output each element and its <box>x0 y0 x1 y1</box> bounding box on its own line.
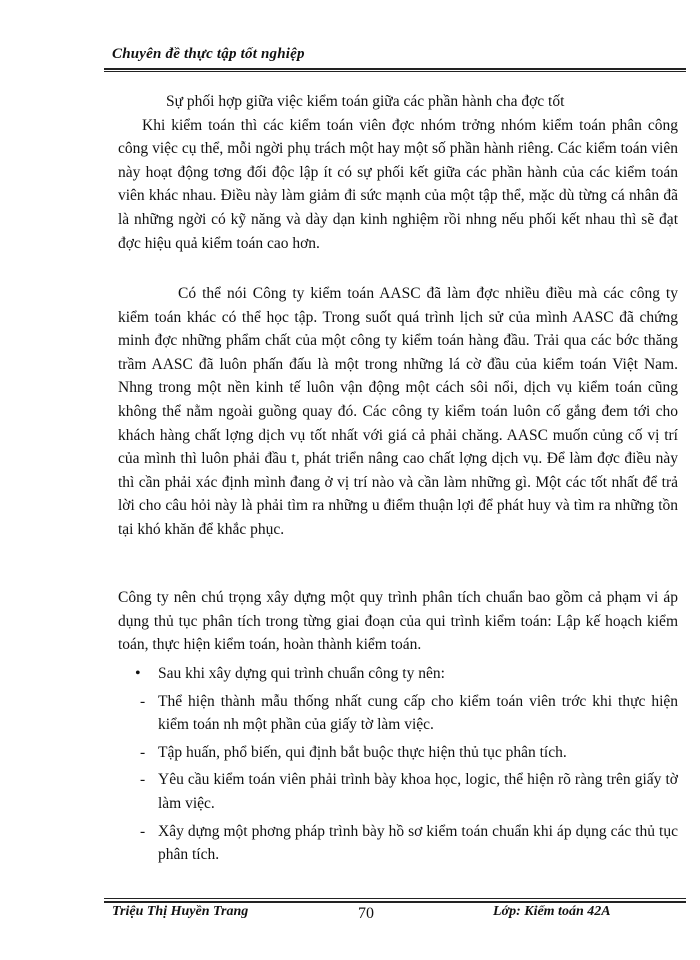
bullet-icon: • <box>135 665 141 682</box>
list-item-text: Xây dựng một phơng pháp trình bày hồ sơ kiểm toán chuẩn khi áp dụng các thủ tục phân tích. <box>158 822 678 864</box>
list-item <box>118 741 678 765</box>
list-item <box>118 662 678 686</box>
paragraph-3-body: Công ty nên chú trọng xây dựng một quy trình phân tích chuẩn bao gồm cả phạm vi áp dụng thủ tục phân tích trong từng giai đoạn của qui trình kiểm toán: Lập kế hoạch kiểm toán, thực hiện kiểm toán, hoàn thành kiểm toán. <box>118 589 678 654</box>
list-item-text: Tập huấn, phổ biến, qui định bắt buộc thực hiện thủ tục phân tích. <box>158 743 567 761</box>
footer-rule-thick <box>104 901 686 903</box>
header-rule <box>104 68 686 70</box>
paragraph-2-body: Có thể nói Công ty kiểm toán AASC đã làm đợc nhiều điều mà các công ty kiểm toán khác có thể học tập. Trong suốt quá trình lịch sử của mình AASC đã chứng minh đợc những phẩm chất của một công ty kiểm toán hàng đầu. Trải qua các bớc thăng trầm AASC đã luôn phấn đấu là một trong những lá cờ đầu của kiểm toán Việt Nam. Nhng trong một nền kinh tế luôn vận động một cách sôi nổi, dịch vụ kiểm toán cũng không thể nằm ngoài guồng quay đó. Các công ty kiểm toán luôn cố gắng đem tới cho khách hàng chất lợng dịch vụ tốt nhất với giá cả phải chăng. AASC muốn củng cố vị trí của mình thì luôn phải đầu t, phát triển nâng cao chất lợng dịch vụ. Để làm đợc điều này thì cần phải xác định mình đang ở vị trí nào và cần làm những gì. Một các tốt nhất để trả lời cho câu hỏi này là phải tìm ra những u điểm thuận lợi để phát huy và tìm ra những tồn tại khó khăn để khắc phục. <box>118 285 678 538</box>
page-number: 70 <box>358 905 374 922</box>
footer-class: Lớp: Kiểm toán 42A <box>493 904 611 919</box>
list-item <box>118 820 678 867</box>
paragraph-2 <box>118 282 678 542</box>
list-item-text: Yêu cầu kiểm toán viên phải trình bày khoa học, logic, thể hiện rõ ràng trên giấy tờ làm việc. <box>158 771 678 812</box>
dash-marker: - <box>140 822 146 840</box>
footer-author: Triệu Thị Huyền Trang <box>112 904 249 919</box>
dash-marker: - <box>140 771 146 789</box>
header-title: Chuyên đề thực tập tốt nghiệp <box>112 46 305 62</box>
list-item <box>118 690 678 737</box>
paragraph-1-body: Khi kiểm toán thì các kiểm toán viên đợc nhóm trởng nhóm kiểm toán phân công công việc cụ thể, mỗi ngời phụ trách một hay một số phần hành riêng. Các kiểm toán viên này hoạt động tơng đối độc lập ít có sự phối kết giữa các phần hành của các kiểm toán viên khác nhau. Điều này làm giảm đi sức mạnh của một tập thể, mặc dù từng cá nhân đã là những ngời có kỹ năng và dày dạn kinh nghiệm rồi nhng nếu phối kết nhau thì sẽ đạt đợc hiệu quả kiểm toán cao hơn. <box>118 116 678 252</box>
footer-rule <box>104 898 686 899</box>
recommendation-list <box>118 662 678 871</box>
paragraph-3 <box>118 586 678 657</box>
list-item-text: Sau khi xây dựng qui trình chuẩn công ty nên: <box>158 665 445 682</box>
list-item-text: Thể hiện thành mẫu thống nhất cung cấp cho kiểm toán viên trớc khi thực hiện kiểm toán nh một phần của giấy tờ làm việc. <box>158 692 678 734</box>
dash-marker: - <box>140 692 146 710</box>
header-rule-thin <box>104 71 686 72</box>
list-item <box>118 768 678 815</box>
paragraph-1-heading: Sự phối hợp giữa việc kiểm toán giữa các phần hành cha đợc tốt <box>166 93 565 110</box>
paragraph-1 <box>118 90 678 255</box>
dash-marker: - <box>140 743 146 761</box>
